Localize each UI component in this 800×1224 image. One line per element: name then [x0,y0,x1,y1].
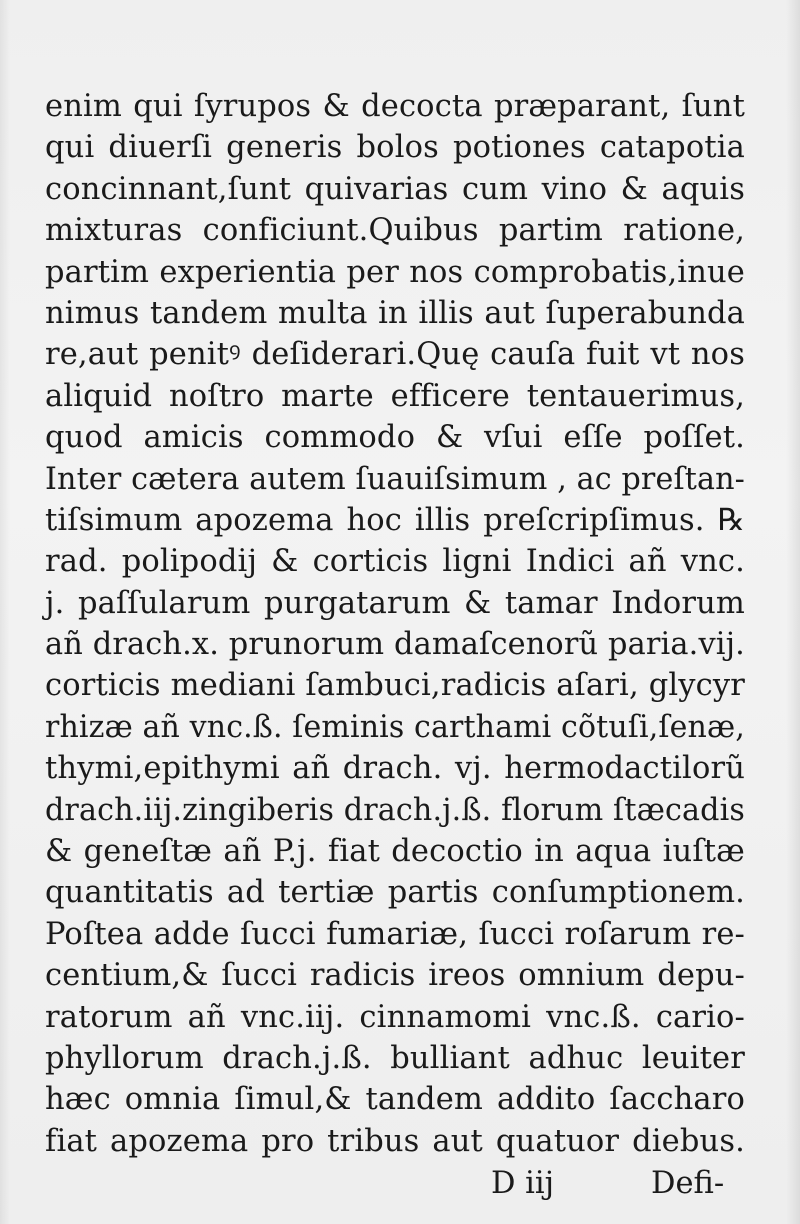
text-line: phyllorum drach.j.ß. bulliant adhuc leuiter [45,1040,745,1076]
text-line: nimus tandem multa in illis aut ſuperabunda [45,295,745,331]
text-line: corticis mediani ſambuci,radicis aſari, glycyr [45,668,745,704]
text-line: rad. polipodij & corticis ligni Indici añ vnc. [45,544,745,580]
text-line: mixturas conficiunt.Quibus partim ratione, [45,213,745,249]
text-line: enim qui ſyrupos & decocta præparant, ſunt [45,89,745,124]
text-line: & geneſtæ añ P.j. fiat decoctio in aqua iuſtæ [45,834,745,870]
page-edge-shadow [786,0,800,1224]
text-line: j. paſſularum purgatarum & tamar Indorum [45,585,745,621]
text-line: drach.iij.zingiberis drach.j.ß. florum ſtæcadis [45,792,745,828]
text-line: quod amicis commodo & vſui eſſe poſſet. [45,420,745,456]
text-line: tiſsimum apozema hoc illis preſcripſimus. ℞ [45,502,745,538]
text-line: fiat apozema pro tribus aut quatuor diebus. [45,1123,745,1159]
signature-mark: D iij [491,1166,555,1201]
text-line: concinnant,ſunt quivarias cum vino & aquis [45,171,745,207]
text-line: Poſtea adde ſucci fumariæ, ſucci roſarum re- [45,916,745,952]
text-line: re,aut penitꝰ deſiderari.Quę cauſa fuit vt nos [45,337,745,373]
text-line: thymi,epithymi añ drach. vj. hermodactilorũ [45,751,745,787]
page-footer [45,1166,745,1210]
text-line: Inter cætera autem ſuauiſsimum , ac preſtan- [45,461,746,497]
catchword: Defi- [651,1166,725,1201]
text-line: quantitatis ad tertiæ partis conſumptionem. [45,875,745,911]
text-line: partim experientia per nos comprobatis,inue [45,254,745,290]
text-line: centium,& ſucci radicis ireos omnium depu- [45,958,745,994]
text-line: hæc omnia ſimul,& tandem addito ſaccharo [45,1082,745,1118]
page-gutter-shadow [0,0,10,1224]
body-text [45,86,745,1162]
text-line: aliquid noſtro marte efficere tentauerimus, [45,378,745,414]
text-line: qui diuerſi generis bolos potiones catapotia [45,130,745,166]
text-line: ratorum añ vnc.iij. cinnamomi vnc.ß. cario- [45,999,745,1035]
text-line: rhizæ añ vnc.ß. ſeminis carthami cõtuſi,ſenæ, [45,709,745,745]
text-line: añ drach.x. prunorum damaſcenorũ paria.vij. [45,627,746,663]
